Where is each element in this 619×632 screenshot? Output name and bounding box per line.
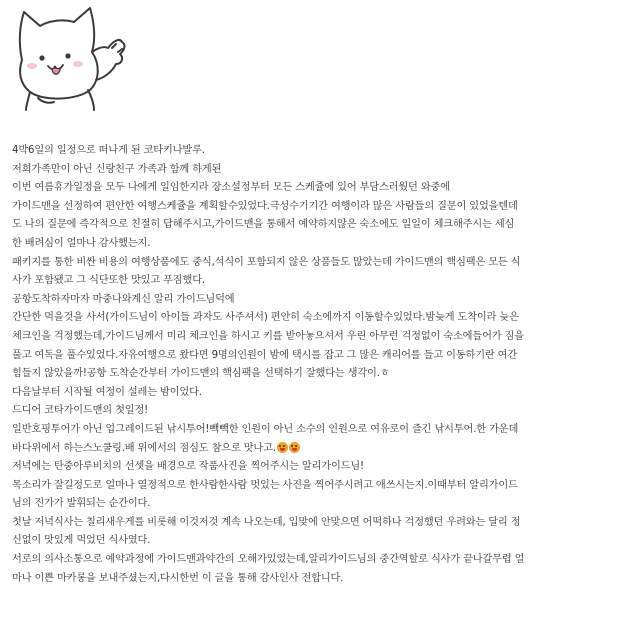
review-line <box>12 532 614 551</box>
review-line-text: 풀고 여독을 풀수있었다.자유여행으로 왔다면 9명의인원이 밤에 택시를 잡고 그 많은 캐리어를 들고 이동하기란 여간 <box>12 349 518 361</box>
review-line-text: 님의 진가가 발휘되는 순간이다. <box>12 498 151 510</box>
review-line <box>12 570 614 589</box>
review-line <box>12 179 614 198</box>
review-line <box>12 440 614 459</box>
grinning-tongue-face-emoji <box>289 442 300 453</box>
review-line <box>12 235 614 254</box>
review-line <box>12 384 614 403</box>
review-line <box>12 402 614 421</box>
review-line <box>12 365 614 384</box>
review-line-text: 저희가족만이 아닌 신랑친구 가족과 함께 하게된 <box>12 163 222 175</box>
review-line-text: 패키지를 통한 비싼 비용의 여행상품에도 중식,석식이 포함되지 않은 상품들도 많았는데 가이드맨의 핵심팩은 모든 식 <box>12 256 521 268</box>
review-line <box>12 551 614 570</box>
review-line <box>12 477 614 496</box>
review-line-text: 드디어 코타가이드맨의 첫일정! <box>12 405 149 417</box>
review-line <box>12 198 614 217</box>
review-line-text: 체크인을 걱정했는데,가이드님께서 미리 체크인을 하시고 키를 받아놓으셔서 우린 아무런 걱정없이 숙소에들어가 짐을 <box>12 330 524 342</box>
review-line <box>12 142 614 161</box>
review-line <box>12 514 614 533</box>
review-line <box>12 421 614 440</box>
review-line <box>12 309 614 328</box>
review-line-text: 서로의 의사소통으로 예약과정에 가이드맨과약간의 오해가있었는데,알리가이드님의 중간역할로 식사가 끝나갈무렵 얼 <box>12 554 525 566</box>
review-line <box>12 161 614 180</box>
review-line-text: 저녁에는 탄중아루비치의 선셋을 배경으로 작품사진을 찍어주시는 알리가이드님! <box>12 461 364 473</box>
review-line <box>12 495 614 514</box>
review-line-text: 목소리가 잘길정도로 얼마나 열정적으로 한사람한사람 멋있는 사진을 찍어주시려고 애쓰시는지.이때부터 알리가이드 <box>12 479 518 491</box>
review-line <box>12 458 614 477</box>
review-line-text: 바다위에서 하는스노쿨링.배 위에서의 점심도 참으로 맛나고. <box>12 442 276 454</box>
grinning-tongue-face-emoji <box>277 442 288 453</box>
review-text <box>12 142 614 588</box>
review-line-text: 마나 이쁜 마카롱을 보내주셨는지,다시한번 이 글을 통해 감사인사 전합니다. <box>12 572 344 584</box>
review-line <box>12 254 614 273</box>
review-line-text: 간단한 먹을것을 사서(가이드님이 아이들 과자도 사주셔서) 편안히 숙소에까지 이동할수있었다.밤늦게 도착이라 늦은 <box>12 312 519 324</box>
review-line-text: 도 나의 질문에 즉각적으로 친절히 답해주시고,가이드맨을 통해서 예약하지않은 숙소에도 일일이 체크해주시는 세심 <box>12 219 515 231</box>
review-line-text: 사가 포함됐고 그 식단또한 맛있고 푸짐했다. <box>12 275 205 287</box>
review-line-text: 가이드맨을 선정하여 편안한 여행스케쥴을 계획할수있었다.극성수기기간 여행이라 많은 사람들의 질문이 있었을텐데 <box>12 200 518 212</box>
review-line <box>12 272 614 291</box>
review-line <box>12 291 614 310</box>
review-line-text: 일반호핑투어가 아닌 업그레이드된 낚시투어!빽빽한 인원이 아닌 소수의 인원으로 여유로이 즐긴 낚시투어.한 가운데 <box>12 423 519 435</box>
review-line-text: 다음날부터 시작될 여정이 설레는 밤이었다. <box>12 386 202 398</box>
review-line-text: 신없이 맛있게 먹었던 식사였다. <box>12 535 151 547</box>
review-line-text: 한 배려심이 얼마나 감사했는지. <box>12 237 151 249</box>
review-line-text: 힘들지 않았을까!공항 도착순간부터 가이드맨의 핵심팩을 선택하기 잘했다는 생각이.ㅎ <box>12 368 390 380</box>
waving-cat-illustration <box>8 2 133 112</box>
review-line <box>12 347 614 366</box>
review-line-text: 4박6일의 일정으로 떠나게 된 코타키나발루. <box>12 145 205 156</box>
review-line <box>12 216 614 235</box>
review-line-text: 공항도착하자마자 마중나와계신 알리 가이드님덕에 <box>12 293 235 305</box>
review-line <box>12 328 614 347</box>
review-line-text: 이번 여름휴가일정을 모두 나에게 일임한지라 장소설정부터 모든 스케쥴에 있어 부담스러웠던 와중에 <box>12 182 450 194</box>
review-line-text: 첫날 저녁식사는 칠리새우게를 비롯해 이것저것 계속 나오는데, 입맞에 안맞으면 어떡하나 걱정했던 우려와는 달리 정 <box>12 516 521 528</box>
